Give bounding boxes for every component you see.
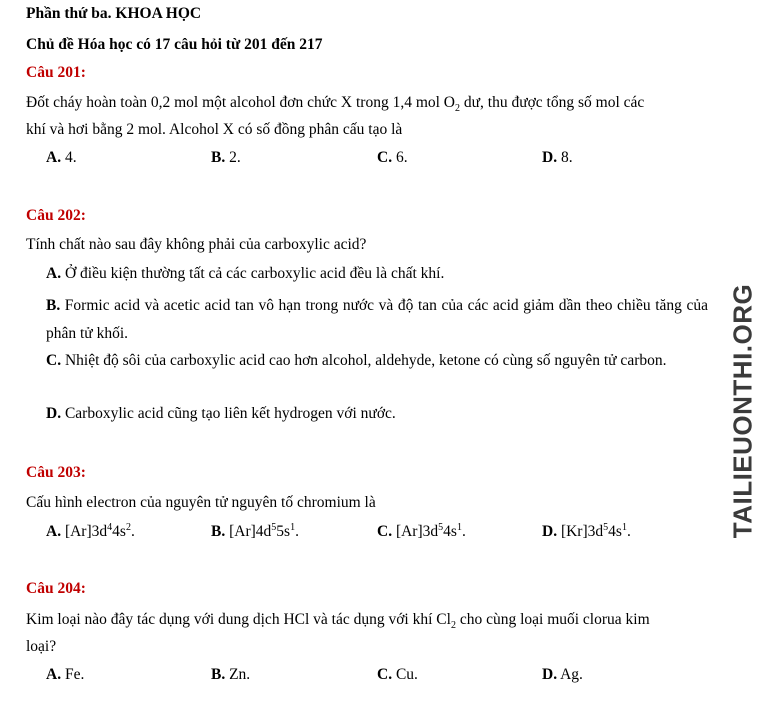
q201-option-c: C. 6.	[377, 149, 408, 166]
q204-label: Câu 204:	[26, 580, 86, 597]
q202-option-c: C. Nhiệt độ sôi của carboxylic acid cao hơn alcohol, aldehyde, ketone có cùng số nguyên tử carbon.	[46, 352, 667, 369]
q203-option-a: A. $[Ar]3d^44s^2$.	[46, 522, 135, 541]
topic-title: Chủ đề Hóa học có 17 câu hỏi từ 201 đến 217	[26, 36, 323, 53]
q204-option-c: C. Cu.	[377, 666, 418, 683]
q204-option-d: D. Ag.	[542, 666, 583, 683]
q201-option-b: B. 2.	[211, 149, 241, 166]
q201-option-a: A. 4.	[46, 149, 77, 166]
q204-option-a: A. Fe.	[46, 666, 85, 683]
q202-label: Câu 202:	[26, 207, 86, 224]
q203-option-d: D. $[Kr]3d^54s^1$.	[542, 522, 631, 541]
q203-option-c: C. $[Ar]3d^54s^1$.	[377, 522, 466, 541]
q204-text-line1: Kim loại nào đây tác dụng với dung dịch HCl và tác dụng với khí $Cl_2$ cho cùng loại muối clorua kim	[26, 611, 650, 632]
q201-text-line2: khí và hơi bằng 2 mol. Alcohol X có số đồng phân cấu tạo là	[26, 121, 403, 138]
q203-label: Câu 203:	[26, 464, 86, 481]
q204-text-line2: loại?	[26, 638, 57, 655]
q204-option-b: B. Zn.	[211, 666, 251, 683]
q202-text: Tính chất nào sau đây không phải của carboxylic acid?	[26, 236, 367, 253]
part-title: Phần thứ ba. KHOA HỌC	[26, 5, 202, 22]
q201-text-line1: Đốt cháy hoàn toàn 0,2 mol một alcohol đơn chức X trong 1,4 mol $O_2$ dư, thu được tổng số mol các	[26, 94, 645, 115]
q203-text: Cấu hình electron của nguyên tử nguyên tố chromium là	[26, 494, 376, 511]
q202-option-b: B. Formic acid và acetic acid tan vô hạn trong nước và độ tan của các acid giảm dần theo chiều tăng của phân tử khối.	[46, 297, 708, 342]
q202-option-d: D. Carboxylic acid cũng tạo liên kết hydrogen với nước.	[46, 405, 396, 422]
q201-option-d: D. 8.	[542, 149, 573, 166]
q201-label: Câu 201:	[26, 64, 86, 81]
q202-option-a: A. Ở điều kiện thường tất cả các carboxylic acid đều là chất khí.	[46, 265, 445, 282]
q203-option-b: B. $[Ar]4d^55s^1$.	[211, 522, 299, 541]
watermark-text: TAILIEUONTHI.ORG	[727, 283, 758, 539]
